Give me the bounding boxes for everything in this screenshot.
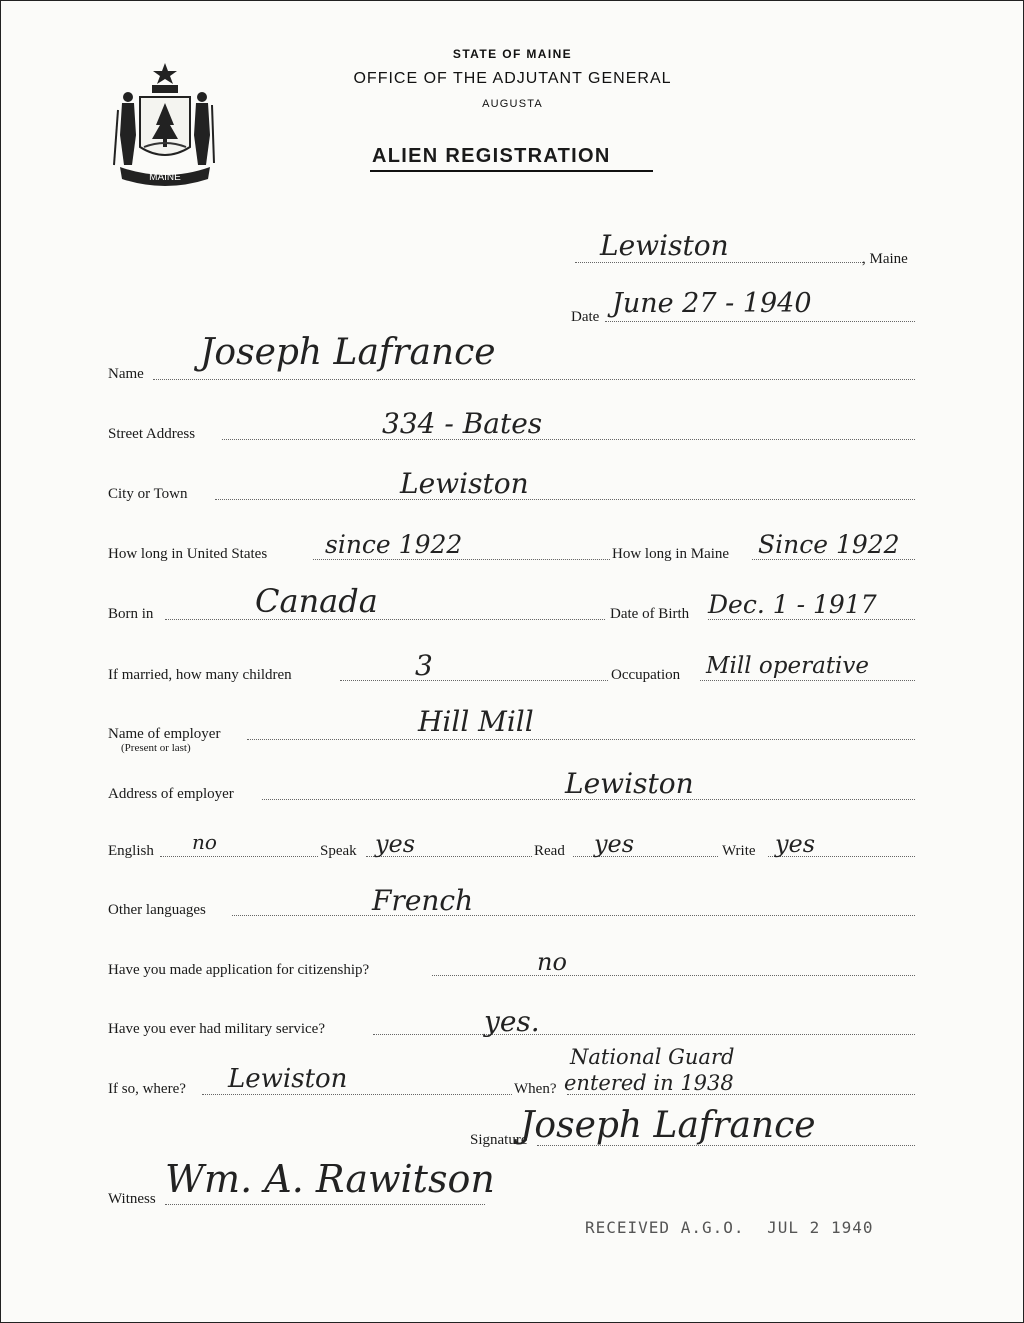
speak-value[interactable]: yes: [375, 830, 416, 858]
employer-name-label: Name of employer: [108, 726, 221, 742]
children-value[interactable]: 3: [415, 649, 433, 682]
name-line: [153, 379, 915, 380]
signature-value[interactable]: Joseph Lafrance: [520, 1105, 816, 1146]
write-value[interactable]: yes: [775, 830, 816, 858]
street-address-label: Street Address: [108, 426, 196, 442]
where-value[interactable]: Lewiston: [228, 1064, 348, 1094]
english-value[interactable]: no: [192, 830, 217, 854]
maine-label: , Maine: [862, 251, 908, 267]
children-line: [340, 680, 608, 681]
how-long-us-value[interactable]: since 1922: [325, 530, 463, 559]
received-stamp: [585, 1218, 873, 1237]
where-label: If so, where?: [108, 1081, 186, 1097]
employer-name-line: [247, 739, 915, 740]
military-label: Have you ever had military service?: [108, 1021, 325, 1037]
how-long-maine-label: How long in Maine: [612, 546, 730, 562]
citizenship-label: Have you made application for citizenship?: [108, 962, 370, 978]
witness-label: Witness: [108, 1191, 156, 1207]
svg-text:MAINE: MAINE: [149, 172, 181, 183]
when-value-line2[interactable]: entered in 1938: [564, 1071, 734, 1095]
english-label: English: [108, 843, 154, 859]
date-label: Date: [571, 309, 600, 325]
how-long-us-label: How long in United States: [108, 546, 268, 562]
header-city: AUGUSTA: [482, 98, 543, 110]
read-value[interactable]: yes: [594, 830, 635, 858]
signature-label: Signature: [470, 1132, 528, 1148]
english-line: [160, 856, 318, 857]
witness-value[interactable]: Wm. A. Rawitson: [165, 1157, 495, 1201]
citizenship-value[interactable]: no: [537, 948, 567, 976]
how-long-maine-value[interactable]: Since 1922: [758, 530, 900, 559]
employer-name-value[interactable]: Hill Mill: [418, 705, 534, 738]
occupation-value[interactable]: Mill operative: [706, 653, 870, 679]
date-value[interactable]: June 27 - 1940: [612, 288, 812, 319]
street-address-line: [222, 439, 915, 440]
title-underline: [370, 170, 653, 172]
children-label: If married, how many children: [108, 667, 292, 683]
town-line: [575, 262, 863, 263]
town-value[interactable]: Lewiston: [600, 229, 729, 262]
employer-name-note: (Present or last): [121, 742, 191, 754]
employer-address-label: Address of employer: [108, 786, 234, 802]
when-value-line1[interactable]: National Guard: [570, 1045, 735, 1069]
speak-label: Speak: [320, 843, 357, 859]
date-of-birth-line: [708, 619, 915, 620]
military-value[interactable]: yes.: [484, 1005, 540, 1038]
military-line: [373, 1034, 915, 1035]
other-languages-value[interactable]: French: [372, 884, 474, 917]
citizenship-line: [432, 975, 915, 976]
street-address-value[interactable]: 334 - Bates: [382, 407, 543, 440]
header-office: OFFICE OF THE ADJUTANT GENERAL: [353, 70, 672, 87]
date-of-birth-label: Date of Birth: [610, 606, 690, 622]
header-state: STATE OF MAINE: [452, 47, 573, 61]
write-label: Write: [722, 843, 756, 859]
maine-seal-icon: [110, 55, 220, 190]
born-in-label: Born in: [108, 606, 154, 622]
city-label: City or Town: [108, 486, 188, 502]
city-line: [215, 499, 915, 500]
read-label: Read: [534, 843, 565, 859]
witness-line: [165, 1204, 485, 1205]
when-label: When?: [514, 1081, 557, 1097]
form-title: ALIEN REGISTRATION: [372, 145, 611, 167]
how-long-us-line: [313, 559, 610, 560]
stamp-date: JUL 2 1940: [767, 1218, 874, 1237]
occupation-line: [700, 680, 915, 681]
name-value[interactable]: Joseph Lafrance: [200, 332, 496, 373]
how-long-maine-line: [752, 559, 915, 560]
employer-address-value[interactable]: Lewiston: [565, 767, 694, 800]
date-line: [605, 321, 915, 322]
stamp-text: RECEIVED A.G.O.: [585, 1218, 745, 1237]
city-value[interactable]: Lewiston: [400, 467, 529, 500]
name-label: Name: [108, 366, 144, 382]
born-in-value[interactable]: Canada: [255, 582, 378, 620]
other-languages-label: Other languages: [108, 902, 206, 918]
born-in-line: [165, 619, 605, 620]
date-of-birth-value[interactable]: Dec. 1 - 1917: [708, 590, 877, 619]
where-line: [202, 1094, 512, 1095]
other-languages-line: [232, 915, 915, 916]
occupation-label: Occupation: [611, 667, 681, 683]
